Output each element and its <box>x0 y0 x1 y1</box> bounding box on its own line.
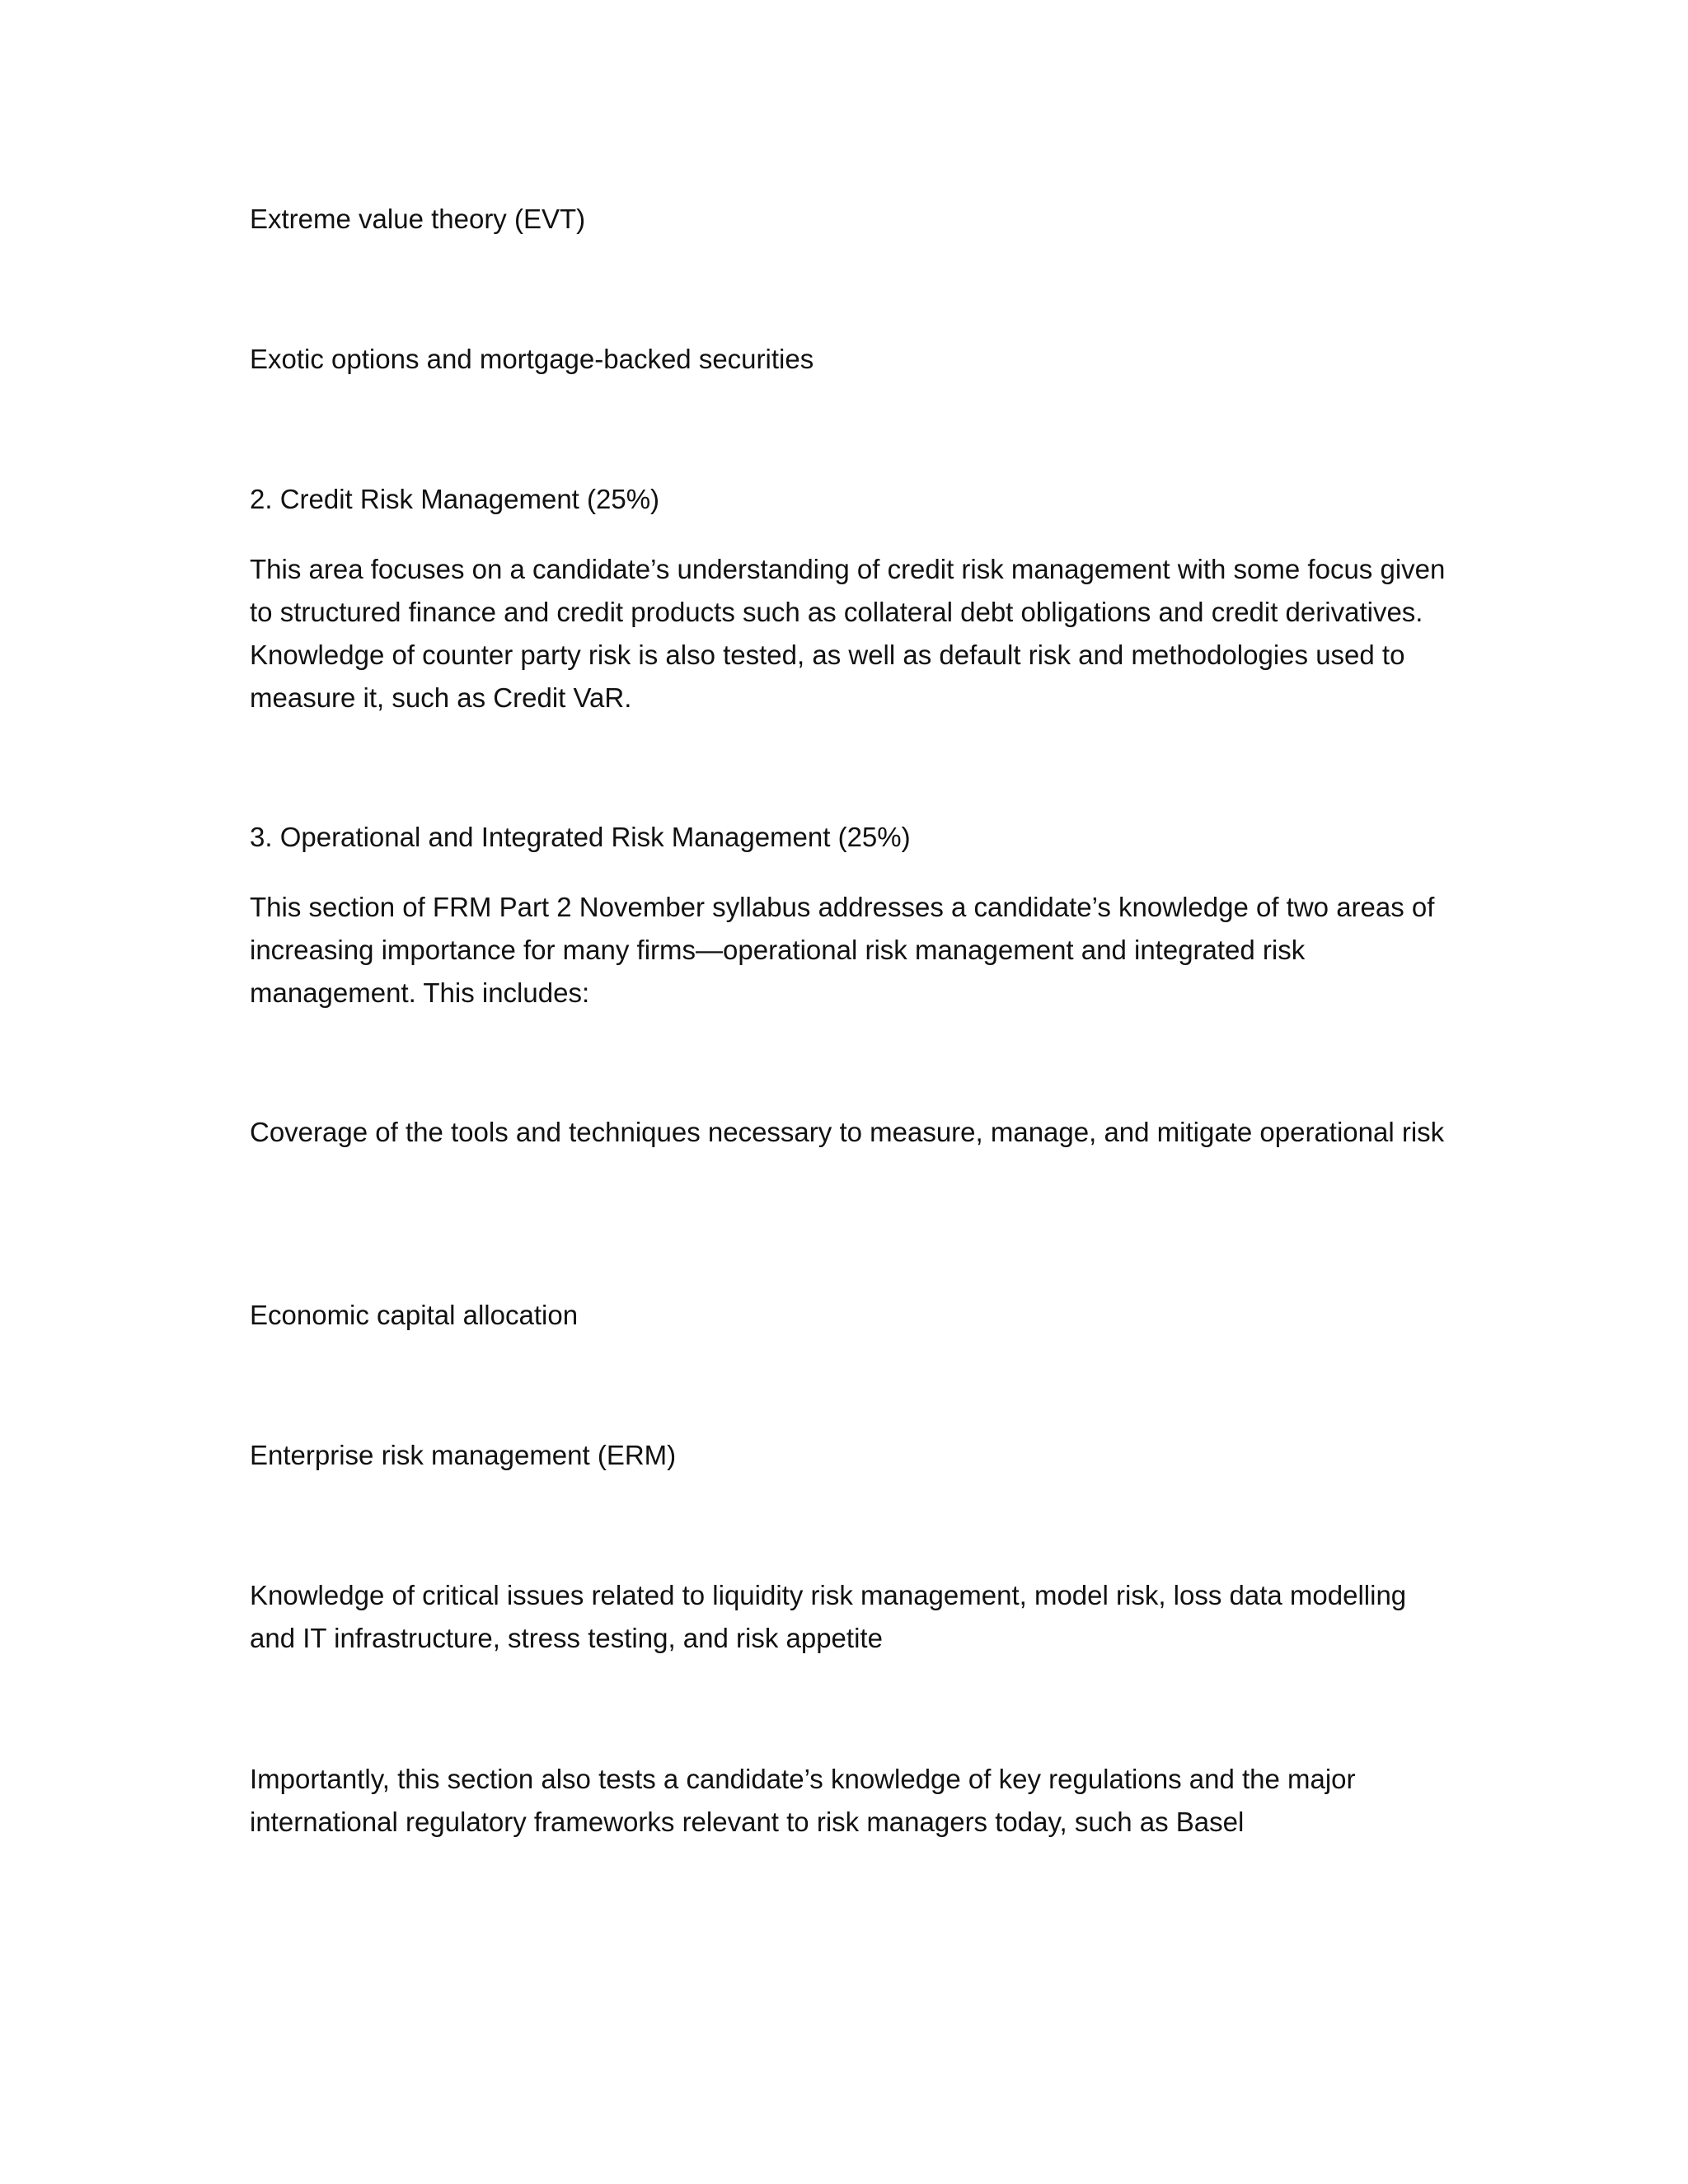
paragraph-regulations: Importantly, this section also tests a candidate’s knowledge of key regulations and the major international regulatory frameworks relevant to risk managers today, such as Basel <box>250 1764 1356 1837</box>
paragraph-credit-risk: This area focuses on a candidate’s understanding of credit risk management with some focus given to structured finance and credit products such as collateral debt obligations and credit derivatives. Knowledge of counter party risk is also tested, as well as default risk and methodologies used to measure it, such as Credit VaR. <box>250 554 1446 713</box>
list-item-evt: Extreme value theory (EVT) <box>250 204 586 234</box>
list-item-erm: Enterprise risk management (ERM) <box>250 1440 677 1470</box>
list-item-exotic-options: Exotic options and mortgage-backed securities <box>250 344 814 374</box>
paragraph-operational-risk: This section of FRM Part 2 November syllabus addresses a candidate’s knowledge of two areas of increasing importance for many firms—operational risk management and integrated risk management. This includes: <box>250 892 1435 1008</box>
list-item-economic-capital: Economic capital allocation <box>250 1300 579 1330</box>
section-heading-credit-risk: 2. Credit Risk Management (25%) <box>250 484 660 514</box>
list-item-coverage: Coverage of the tools and techniques necessary to measure, manage, and mitigate operational risk <box>250 1117 1445 1147</box>
list-item-knowledge: Knowledge of critical issues related to liquidity risk management, model risk, loss data modelling and IT infrastructure, stress testing, and risk appetite <box>250 1580 1407 1653</box>
section-heading-operational-risk: 3. Operational and Integrated Risk Management (25%) <box>250 822 911 852</box>
